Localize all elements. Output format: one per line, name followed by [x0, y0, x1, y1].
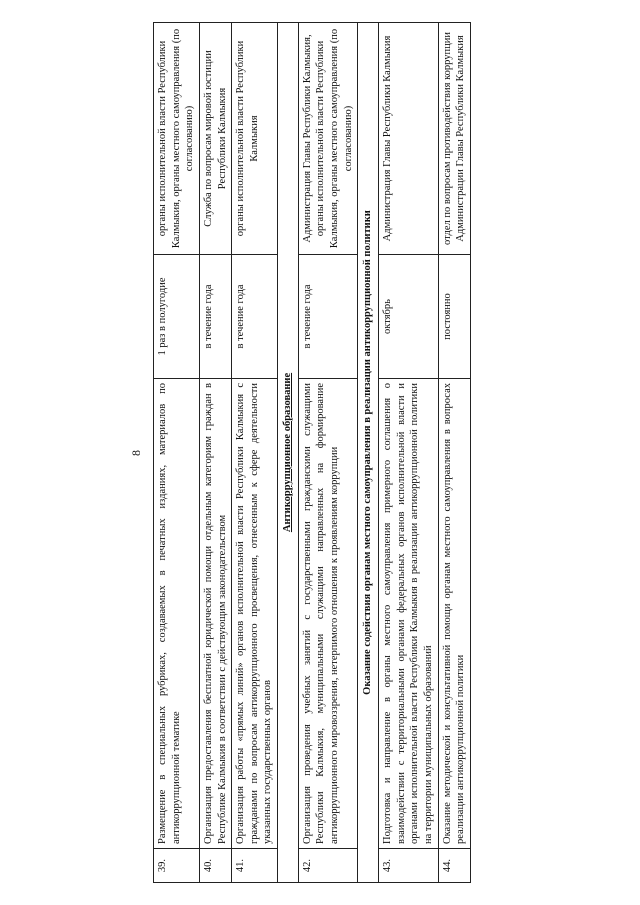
section-row	[278, 22, 299, 882]
table-row	[232, 22, 278, 882]
deadline: 1 раз в полугодие	[154, 254, 200, 378]
responsible: Служба по вопросам мировой юстиции Республики Калмыкия	[199, 22, 231, 254]
section-heading: Оказание содействия органам местного самоуправления в реализации антикоррупционной политики	[362, 209, 374, 695]
row-number: 44.	[438, 848, 470, 882]
measure-text: Подготовка и направление в органы местного самоуправления примерного соглашения о взаимодействии с территориальными органами федеральных органов исполнительной власти и органами исполнительной власти Республики Калмыкия в реализации антикоррупционной политики на территории муниципальных образований	[378, 378, 438, 848]
measure-text: Организация предоставления бесплатной юридической помощи отдельным категориям граждан в Республике Калмыкия в соответствии с действующим законодательством	[199, 378, 231, 848]
page-number: 8	[129, 449, 143, 456]
measures-table	[153, 22, 471, 883]
row-number: 39.	[154, 848, 200, 882]
measure-text: Оказание методической и консультативной помощи органам местного самоуправления в вопросах реализации антикоррупционной политики	[438, 378, 470, 848]
responsible: Администрация Главы Республики Калмыкия, органы исполнительной власти Республики Калмыкия, органы местного самоуправления (по согласованию)	[298, 22, 358, 254]
row-number: 41.	[232, 848, 278, 882]
row-number: 42.	[298, 848, 358, 882]
responsible: органы исполнительной власти Республики Калмыкия	[232, 22, 278, 254]
measure-text: Организация проведения учебных занятий с государственными гражданскими служащими Республики Калмыкия, муниципальными служащими направленных на формирование антикоррупционного мировоззрения, нетерпимого отношения к проявлениям коррупции	[298, 378, 358, 848]
deadline: в течение года	[232, 254, 278, 378]
row-number: 40.	[199, 848, 231, 882]
measure-text: Организация работы «прямых линий» органов исполнительной власти Республики Калмыкия с гражданами по вопросам антикоррупционного просвещения, отнесенным к сфере деятельности указанных государственных органов	[232, 378, 278, 848]
section-heading: Антикоррупционное образование	[282, 372, 294, 532]
table-row	[378, 22, 438, 882]
row-number: 43.	[378, 848, 438, 882]
deadline: в течение года	[298, 254, 358, 378]
measure-text: Размещение в специальных рубриках, создаваемых в печатных изданиях, материалов по антикоррупционной тематике	[154, 378, 200, 848]
deadline: постоянно	[438, 254, 470, 378]
section-row	[358, 22, 379, 882]
deadline: в течение года	[199, 254, 231, 378]
table-row	[154, 22, 200, 882]
deadline: октябрь	[378, 254, 438, 378]
responsible: Администрация Главы Республики Калмыкия	[378, 22, 438, 254]
table-row	[298, 22, 358, 882]
responsible: отдел по вопросам противодействия коррупции Администрации Главы Республики Калмыкия	[438, 22, 470, 254]
table-row	[199, 22, 231, 882]
responsible: органы исполнительной власти Республики Калмыкия, органы местного самоуправления (по согласованию)	[154, 22, 200, 254]
table-row	[438, 22, 470, 882]
rotated-page	[125, 23, 515, 883]
